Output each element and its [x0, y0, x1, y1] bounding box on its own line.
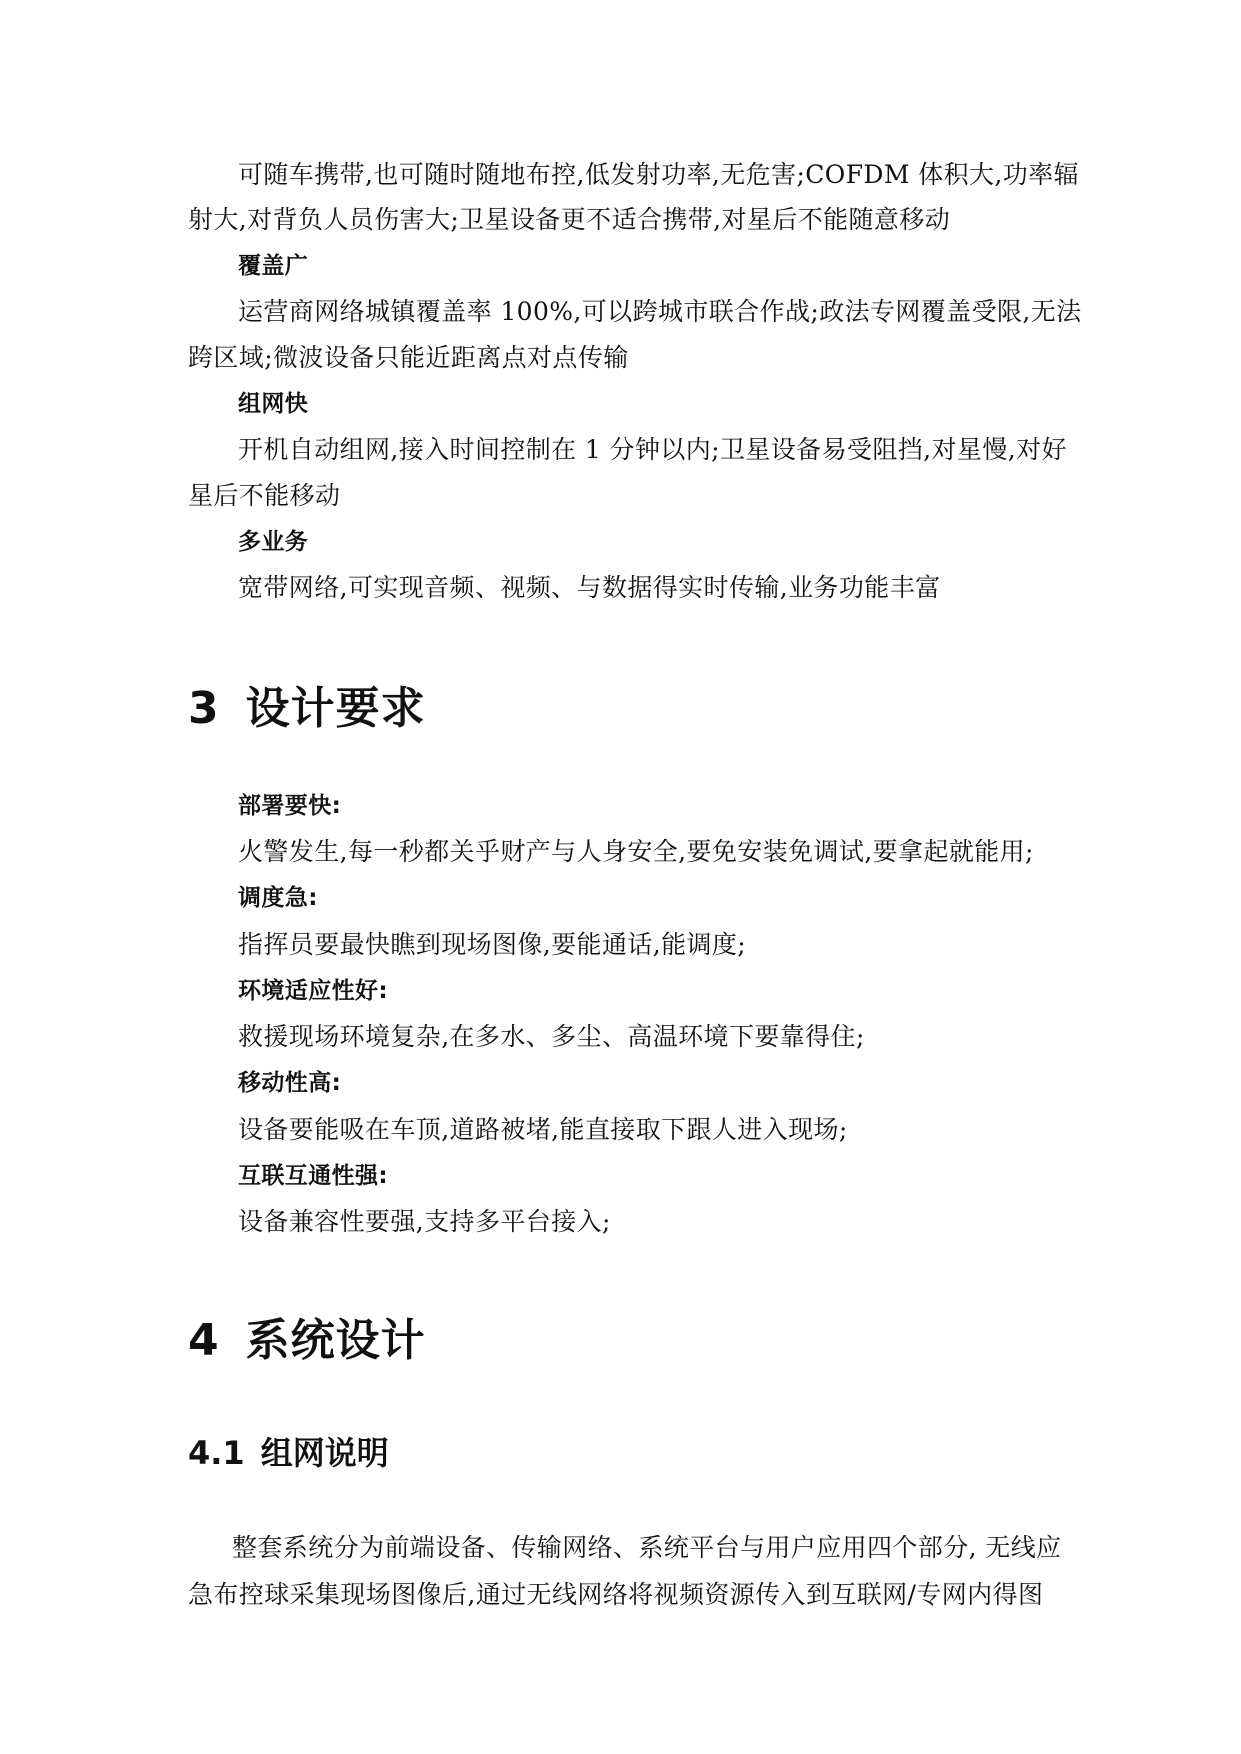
paragraph-line: 开机自动组网,接入时间控制在 1 分钟以内;卫星设备易受阻挡,对星慢,对好 [238, 435, 1067, 464]
requirement-heading: 互联互通性强: [238, 1163, 388, 1189]
paragraph-line: 运营商网络城镇覆盖率 100%,可以跨城市联合作战;政法专网覆盖受限,无法 [238, 297, 1082, 326]
paragraph-line: 整套系统分为前端设备、传输网络、系统平台与用户应用四个部分, 无线应 [232, 1533, 1062, 1562]
paragraph-line: 可随车携带,也可随时随地布控,低发射功率,无危害;COFDM 体积大,功率辐 [238, 160, 1079, 189]
section-number: 3 [188, 683, 220, 734]
paragraph-line: 星后不能移动 [188, 481, 341, 510]
paragraph-line: 射大,对背负人员伤害大;卫星设备更不适合携带,对星后不能随意移动 [188, 205, 951, 234]
requirement-text: 火警发生,每一秒都关乎财产与人身安全,要免安装免调试,要拿起就能用; [238, 837, 1034, 866]
requirement-text: 救援现场环境复杂,在多水、多尘、高温环境下要靠得住; [238, 1022, 865, 1051]
section-title: 设计要求 [245, 683, 426, 734]
subsection-number: 4.1 [188, 1434, 245, 1472]
requirement-text: 设备兼容性要强,支持多平台接入; [238, 1207, 611, 1236]
section-4-heading [188, 1316, 426, 1366]
requirement-text: 指挥员要最快瞧到现场图像,要能通话,能调度; [238, 930, 747, 959]
section-number: 4 [188, 1315, 220, 1366]
requirement-heading: 调度急: [238, 885, 318, 911]
subsection-title: 组网说明 [260, 1434, 389, 1472]
subsection-4-1-heading [188, 1433, 389, 1473]
subheading-network: 组网快 [238, 391, 309, 417]
requirement-heading: 移动性高: [238, 1070, 342, 1096]
subheading-coverage: 覆盖广 [238, 253, 309, 279]
paragraph-line: 急布控球采集现场图像后,通过无线网络将视频资源传入到互联网/专网内得图 [188, 1580, 1044, 1609]
requirement-heading: 部署要快: [238, 793, 342, 819]
section-title: 系统设计 [245, 1315, 426, 1366]
paragraph-line: 宽带网络,可实现音频、视频、与数据得实时传输,业务功能丰富 [238, 573, 941, 602]
requirement-text: 设备要能吸在车顶,道路被堵,能直接取下跟人进入现场; [238, 1115, 848, 1144]
requirement-heading: 环境适应性好: [238, 978, 388, 1004]
subheading-multi-service: 多业务 [238, 529, 309, 555]
section-3-heading [188, 684, 426, 734]
paragraph-line: 跨区域;微波设备只能近距离点对点传输 [188, 343, 629, 372]
